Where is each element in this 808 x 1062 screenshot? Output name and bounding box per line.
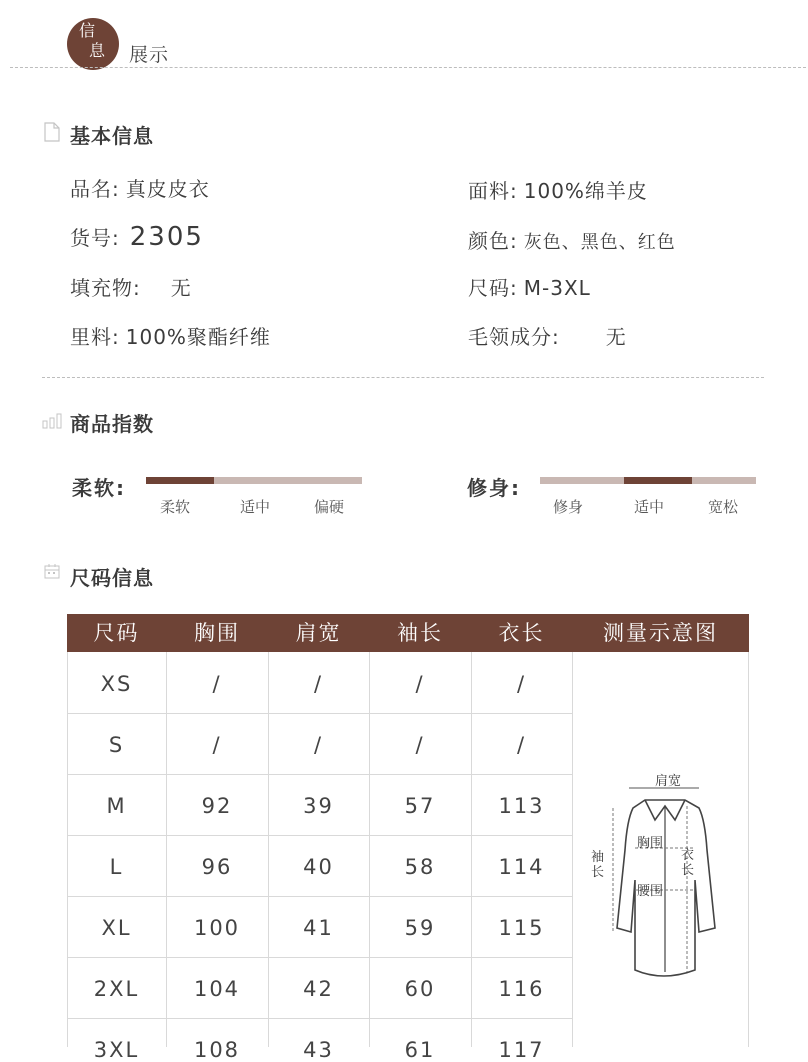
cell-shoulder: 39 [303, 794, 334, 818]
size-table-header [67, 614, 749, 652]
calendar-icon [44, 563, 60, 583]
softness-tick-soft: 柔软 [160, 498, 191, 516]
info-item-number: 货号: 2305 [70, 222, 204, 252]
cell-chest: 92 [201, 794, 233, 818]
info-fabric: 面料: 100%绵羊皮 [468, 179, 648, 203]
info-lining: 里料: 100%聚酯纤维 [70, 325, 271, 349]
cell-chest: 100 [193, 916, 241, 940]
header-shoulder: 肩宽 [295, 621, 342, 645]
cell-length: 116 [498, 977, 545, 1001]
fit-tick-medium: 适中 [634, 498, 665, 516]
index-title: 商品指数 [70, 412, 154, 436]
table-row-divider [67, 1018, 572, 1019]
section-divider [42, 377, 764, 378]
cell-sleeve: 59 [404, 916, 436, 940]
cell-sleeve: / [415, 672, 425, 696]
diagram-label-waist: 腰围 [637, 884, 664, 899]
info-product-name: 品名: 真皮皮衣 [70, 177, 210, 201]
header-length: 衣长 [498, 621, 545, 645]
info-size-range: 尺码: M-3XL [468, 276, 591, 300]
diagram-label-sleeve: 袖长 [591, 850, 605, 880]
table-row-divider [67, 835, 572, 836]
document-icon [44, 122, 60, 146]
header-size: 尺码 [93, 621, 140, 645]
cell-shoulder: 43 [303, 1038, 334, 1062]
measurement-diagram [583, 760, 743, 1000]
info-collar: 毛领成分: 无 [468, 325, 627, 349]
info-filling: 填充物: 无 [70, 276, 192, 300]
cell-length: / [516, 672, 527, 696]
diagram-label-length: 衣长 [681, 848, 695, 878]
info-badge [67, 18, 119, 70]
cell-length: 115 [498, 916, 545, 940]
size-info-title: 尺码信息 [70, 566, 154, 590]
basic-info-title: 基本信息 [70, 124, 154, 148]
cell-size: XL [101, 916, 132, 940]
cell-shoulder: 41 [303, 916, 334, 940]
table-column-divider [572, 652, 573, 1047]
cell-length: 117 [498, 1038, 545, 1062]
cell-size: 3XL [93, 1038, 140, 1062]
table-row-divider [67, 774, 572, 775]
header-chest: 胸围 [194, 621, 240, 645]
header-sleeve: 袖长 [397, 621, 443, 645]
cell-length: 113 [498, 794, 545, 818]
cell-size: 2XL [93, 977, 140, 1001]
header-title: 展示 [129, 44, 170, 66]
header-diagram: 测量示意图 [603, 621, 718, 645]
badge-char-bottom: 息 [89, 41, 106, 60]
badge-char-top: 信 [79, 21, 96, 40]
cell-sleeve: 57 [404, 794, 436, 818]
cell-shoulder: 42 [303, 977, 334, 1001]
cell-chest: / [212, 672, 222, 696]
softness-label: 柔软: [72, 476, 126, 500]
cell-sleeve: / [415, 733, 425, 757]
cell-chest: / [212, 733, 222, 757]
cell-chest: 108 [193, 1038, 241, 1062]
diagram-label-shoulder: 肩宽 [655, 774, 682, 789]
table-row-divider [67, 957, 572, 958]
cell-size: S [108, 733, 125, 757]
cell-size: M [106, 794, 127, 818]
cell-shoulder: 40 [303, 855, 334, 879]
cell-sleeve: 60 [404, 977, 436, 1001]
cell-shoulder: / [313, 672, 324, 696]
table-column-divider [748, 652, 749, 1047]
info-colors: 颜色: 灰色、黑色、红色 [468, 229, 676, 253]
fit-level [624, 477, 692, 484]
diagram-label-chest: 胸围 [637, 836, 664, 851]
fit-tick-loose: 宽松 [708, 498, 739, 516]
fit-tick-slim: 修身 [553, 498, 584, 516]
softness-tick-medium: 适中 [240, 498, 271, 516]
cell-length: / [516, 733, 527, 757]
bar-chart-icon [42, 413, 64, 433]
cell-shoulder: / [313, 733, 324, 757]
cell-sleeve: 61 [404, 1038, 436, 1062]
cell-chest: 96 [201, 855, 233, 879]
cell-chest: 104 [193, 977, 241, 1001]
softness-level [146, 477, 214, 484]
table-row-divider [67, 896, 572, 897]
cell-size: XS [100, 672, 133, 696]
header-divider [10, 67, 806, 68]
cell-sleeve: 58 [404, 855, 436, 879]
cell-size: L [109, 855, 124, 879]
table-row-divider [67, 713, 572, 714]
fit-label: 修身: [467, 476, 521, 500]
softness-tick-hard: 偏硬 [314, 498, 345, 516]
cell-length: 114 [498, 855, 545, 879]
